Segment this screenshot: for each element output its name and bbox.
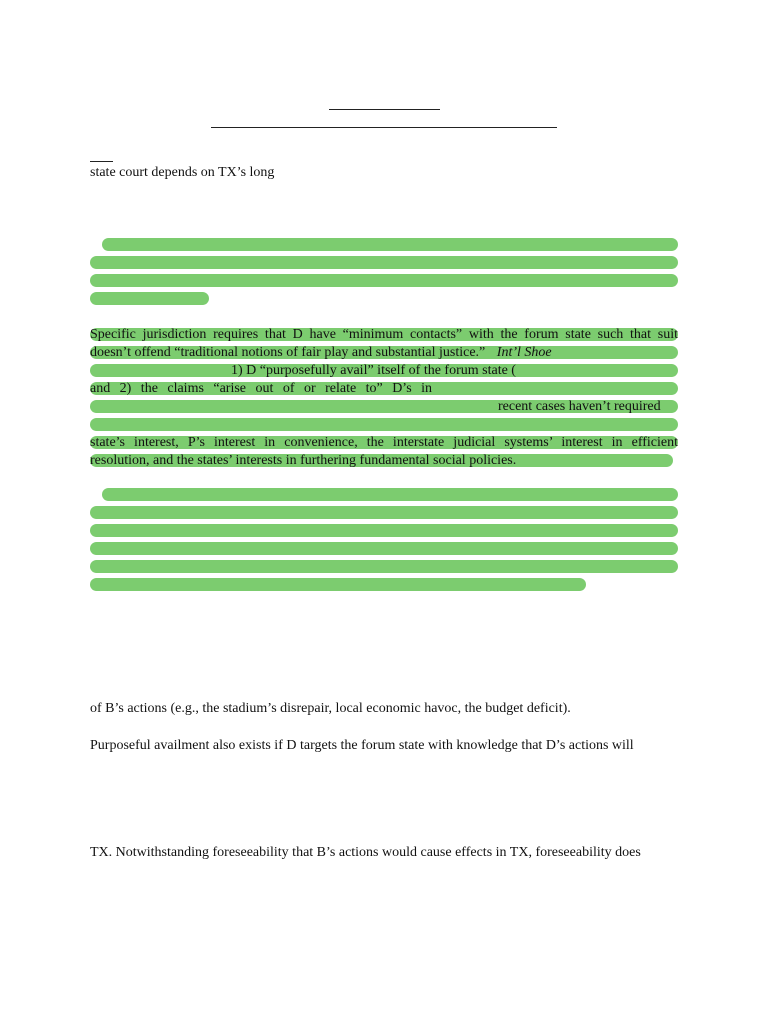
highlight-bar (102, 488, 678, 501)
highlight-bar (90, 506, 678, 519)
highlight-bar (90, 524, 678, 537)
effects-line: of B’s actions (e.g., the stadium’s disrepair, local economic havoc, the budget deficit). (90, 701, 571, 716)
intro-line: state court depends on TX’s long (90, 165, 275, 180)
highlight-bar (90, 418, 678, 431)
paragraph-line-7: state’s interest, P’s interest in convenience, the interstate judicial systems’ interest in efficient (90, 435, 678, 450)
highlight-bar (90, 542, 678, 555)
paragraph-line-2-text: doesn’t offend “traditional notions of fair play and substantial justice.” (90, 345, 486, 360)
paragraph-line-3: 1) D “purposefully avail” itself of the forum state ( (231, 363, 516, 378)
paragraph-line-2 (90, 345, 678, 361)
paragraph-line-1: Specific jurisdiction requires that D have “minimum contacts” with the forum state such that suit (90, 327, 678, 342)
paragraph-line-4: and 2) the claims “arise out of or relate to” D’s in (90, 381, 432, 396)
highlight-bar (102, 238, 678, 251)
case-citation: Int’l Shoe (496, 345, 552, 360)
highlight-bar (90, 256, 678, 269)
purposeful-availment-line: Purposeful availment also exists if D targets the forum state with knowledge that D’s actions will (90, 738, 634, 753)
highlight-bar (90, 292, 209, 305)
short-rule (90, 161, 113, 162)
title-rule (329, 109, 440, 110)
paragraph-line-5: recent cases haven’t required (498, 399, 661, 414)
foreseeability-line: TX. Notwithstanding foreseeability that B’s actions would cause effects in TX, foreseeability does (90, 845, 641, 860)
highlight-bar (90, 578, 586, 591)
subtitle-rule (211, 127, 557, 128)
highlight-bar (90, 274, 678, 287)
paragraph-line-8: resolution, and the states’ interests in furthering fundamental social policies. (90, 453, 517, 468)
highlight-bar (90, 560, 678, 573)
